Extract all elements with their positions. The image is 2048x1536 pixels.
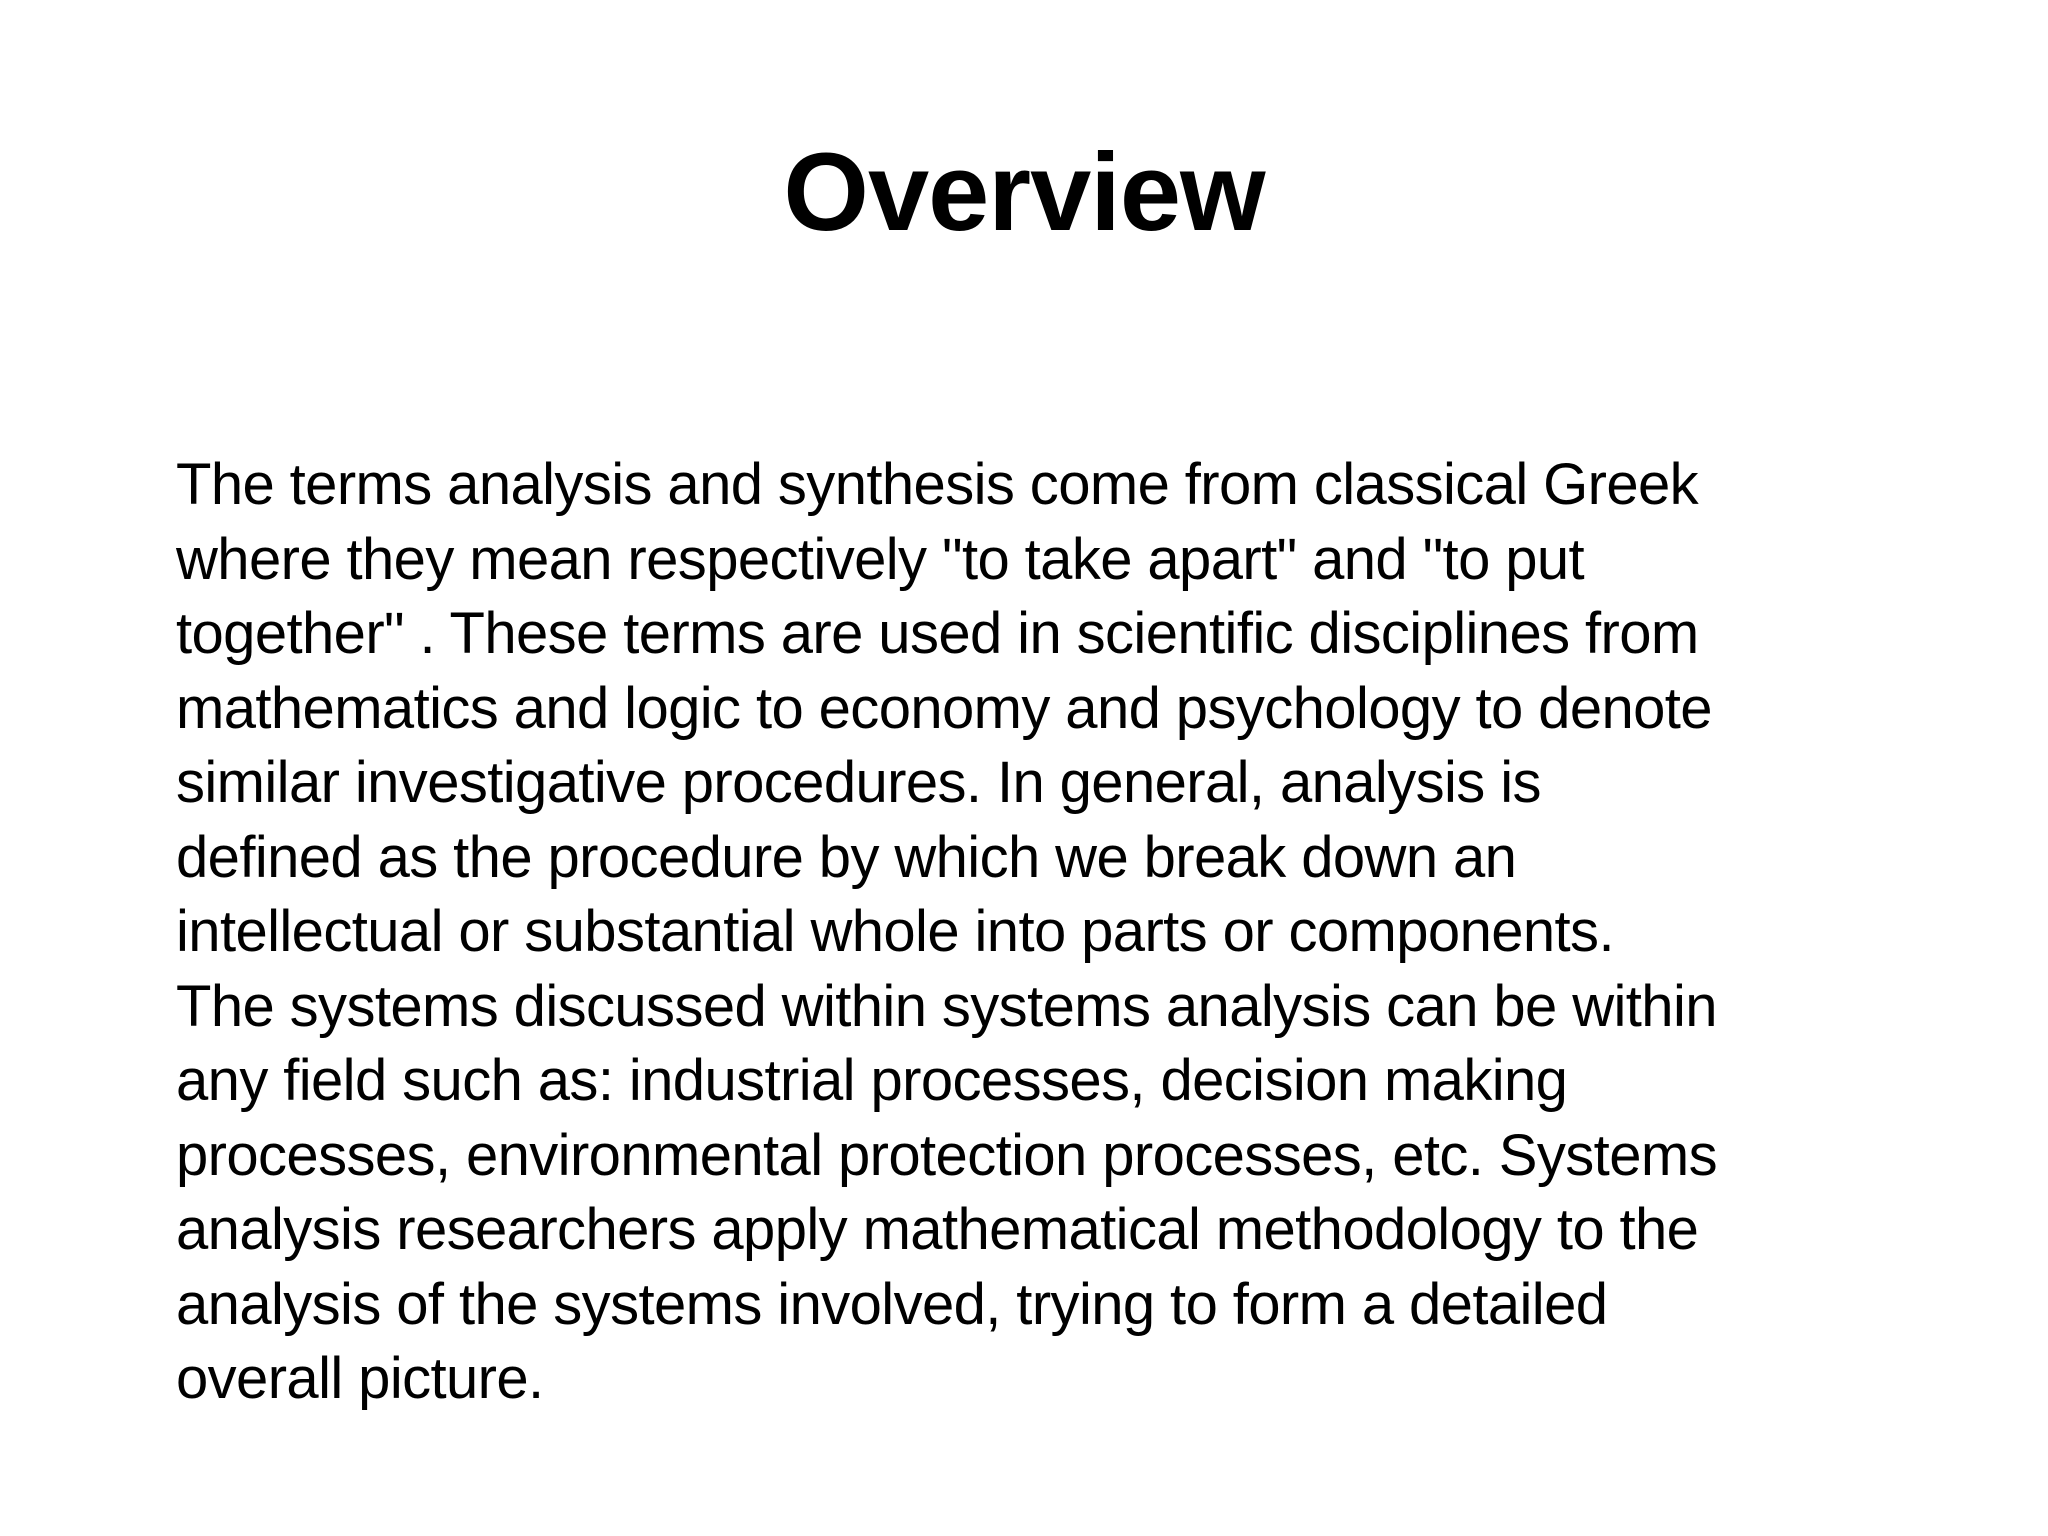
body-paragraph — [176, 448, 1916, 1417]
body-line: The terms analysis and synthesis come from classical Greek — [176, 452, 1699, 517]
body-line: mathematics and logic to economy and psychology to denote — [176, 675, 1712, 741]
body-line: together" . These terms are used in scientific disciplines from — [176, 601, 1699, 666]
body-line: intellectual or substantial whole into parts or components. — [176, 899, 1614, 964]
body-line: overall picture. — [176, 1346, 544, 1411]
body-line: defined as the procedure by which we break down an — [176, 824, 1517, 890]
body-line: similar investigative procedures. In general, analysis is — [176, 750, 1541, 815]
slide-title: Overview — [783, 131, 1265, 254]
body-line: any field such as: industrial processes, decision making — [176, 1048, 1568, 1113]
body-line: processes, environmental protection processes, etc. Systems — [176, 1122, 1717, 1188]
body-line: analysis of the systems involved, trying to form a detailed — [176, 1271, 1608, 1337]
body-line: where they mean respectively "to take apart" and "to put — [176, 526, 1585, 592]
body-line: analysis researchers apply mathematical methodology to the — [176, 1197, 1699, 1262]
body-line: The systems discussed within systems analysis can be within — [176, 973, 1717, 1039]
